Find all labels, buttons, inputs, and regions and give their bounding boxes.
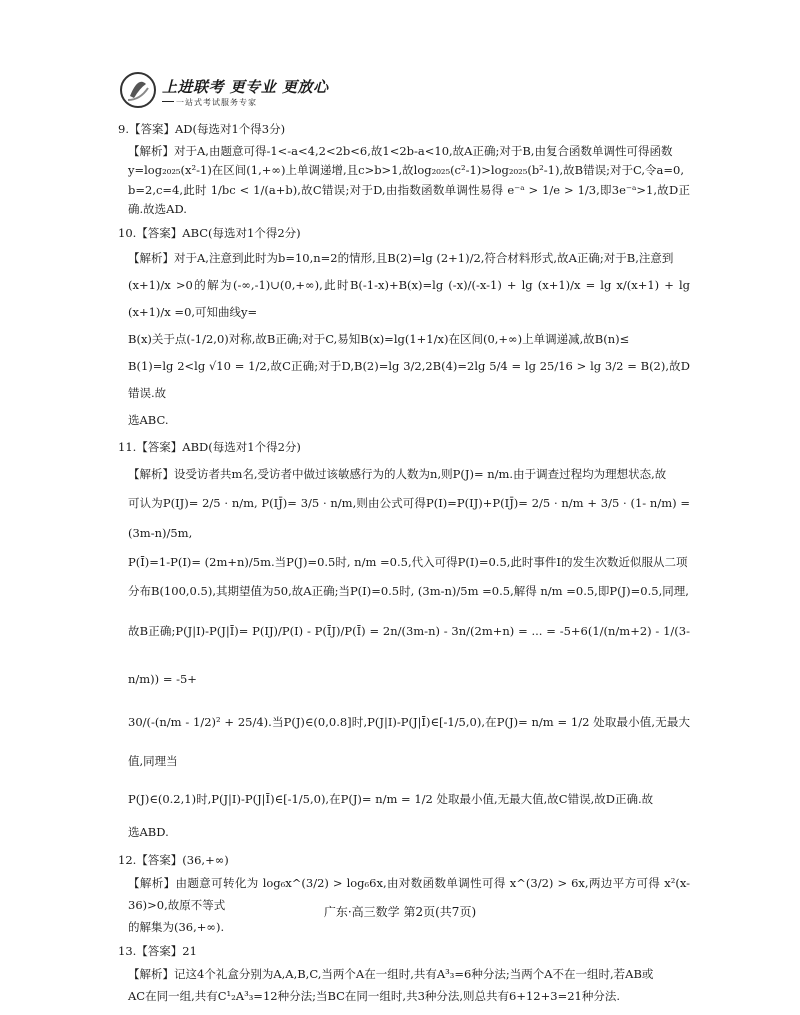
page-footer: 广东·高三数学 第2页(共7页) — [323, 905, 477, 919]
explanation-line: 选ABC. — [128, 413, 169, 428]
explanation-line: P(Ī)=1-P(I)= (2m+n)/5m.当P(J)=0.5时, n/m =0.5,代入可得P(I)=0.5,此时事件I的发生次数近似服从二项 — [128, 554, 688, 569]
explanation-line: (x+1)/x >0的解为(-∞,-1)∪(0,+∞),此时B(-1-x)+B(x)=lg (-x)/(-x-1) + lg (x+1)/x = lg x/(x+1) + lg (x+1)/x =0,可知曲线y= — [128, 278, 690, 320]
brand-subtitle: 一站式考试服务专家 — [176, 98, 257, 107]
question-12 — [118, 851, 690, 938]
explanation-line: 30/(-(n/m - 1/2)² + 25/4).当P(J)∈(0,0.8]时,P(J|I)-P(J|Ī)∈[-1/5,0),在P(J)= n/m = 1/2 处取最小值,无最大值,同理当 — [128, 715, 690, 769]
answer-line: 10.【答案】ABC(每选对1个得2分) — [118, 225, 301, 240]
explanation-line: 【解析】对于A,注意到此时为b=10,n=2的情形,且B(2)=lg (2+1)/2,符合材料形式,故A正确;对于B,注意到 — [128, 251, 674, 266]
explanation-line: 故B正确;P(J|I)-P(J|Ī)= P(IJ)/P(I) - P(ĪJ)/P(Ī) = 2n/(3m-n) - 3n/(2m+n) = ... = -5+6(1/(n/m+2) - 1/(3-n/m)) = -5+ — [128, 623, 690, 686]
answer-line: 9.【答案】AD(每选对1个得3分) — [118, 122, 286, 136]
explanation-line: 可认为P(IJ)= 2/5 · n/m, P(IJ̄)= 3/5 · n/m,则由公式可得P(I)=P(IJ)+P(IJ̄)= 2/5 · n/m + 3/5 · (1- n/m) = (3m-n)/5m, — [128, 496, 690, 540]
answer-content — [118, 120, 690, 1012]
explanation — [118, 245, 690, 434]
brand-title: 上进联考 更专业 更放心 — [162, 78, 329, 96]
question-10 — [118, 224, 690, 435]
explanation-line: b=2,c=4,此时 1/bc < 1/(a+b),故C错误;对于D,由指数函数单调性易得 e⁻ᵃ > 1/e > 1/3,即3e⁻ᵃ>1,故D正确.故选AD. — [128, 182, 690, 217]
question-13 — [118, 942, 690, 1007]
answer-line: 13.【答案】21 — [118, 944, 197, 959]
explanation-line: 【解析】由题意可转化为 log₆x^(3/2) > log₆6x,由对数函数单调性可得 x^(3/2) > 6x,两边平方可得 x²(x-36)>0,故原不等式 — [128, 875, 690, 912]
explanation-line: 【解析】设受访者共m名,受访者中做过该敏感行为的人数为n,则P(J)= n/m.由于调查过程均为理想状态,故 — [128, 466, 667, 481]
explanation-line: 的解集为(36,+∞). — [128, 919, 225, 934]
explanation — [118, 142, 690, 220]
explanation-line: P(J)∈(0.2,1)时,P(J|I)-P(J|Ī)∈[-1/5,0),在P(J)= n/m = 1/2 处取最小值,无最大值,故C错误,故D正确.故 — [128, 792, 654, 807]
explanation-line: 分布B(100,0.5),其期望值为50,故A正确;当P(I)=0.5时, (3m-n)/5m =0.5,解得 n/m =0.5,即P(J)=0.5,同理, — [128, 584, 689, 599]
header — [118, 70, 329, 112]
answer-line: 12.【答案】(36,+∞) — [118, 853, 229, 868]
explanation-line: B(1)=lg 2<lg √10 = 1/2,故C正确;对于D,B(2)=lg 3/2,2B(4)=2lg 5/4 = lg 25/16 > lg 3/2 = B(2),故D错误.故 — [128, 359, 690, 401]
explanation-line: B(x)关于点(-1/2,0)对称,故B正确;对于C,易知B(x)=lg(1+1/x)在区间(0,+∞)上单调递减,故B(n)≤ — [128, 332, 630, 347]
answer-line: 11.【答案】ABD(每选对1个得2分) — [118, 440, 301, 455]
explanation-line: 选ABD. — [128, 825, 169, 840]
explanation-line: 【解析】记这4个礼盒分别为A,A,B,C,当两个A在一组时,共有A³₃=6种分法;当两个A不在一组时,若AB或 — [128, 967, 654, 982]
explanation — [118, 460, 690, 847]
question-9 — [118, 120, 690, 220]
brand-divider — [162, 101, 174, 102]
explanation-line: AC在同一组,共有C¹₂A³₃=12种分法;当BC在同一组时,共3种分法,则总共有6+12+3=21种分法. — [128, 988, 620, 1003]
question-11 — [118, 438, 690, 847]
explanation-line: y=log₂₀₂₅(x²-1)在区间(1,+∞)上单调递增,且c>b>1,故log₂₀₂₅(c²-1)>log₂₀₂₅(b²-1),故B错误;对于C,令a=0, — [128, 163, 684, 178]
brand-logo-icon — [118, 70, 158, 110]
explanation — [118, 964, 690, 1008]
explanation-line: 【解析】对于A,由题意可得-1<-a<4,2<2b<6,故1<2b-a<10,故A正确;对于B,由复合函数单调性可得函数 — [128, 143, 673, 158]
